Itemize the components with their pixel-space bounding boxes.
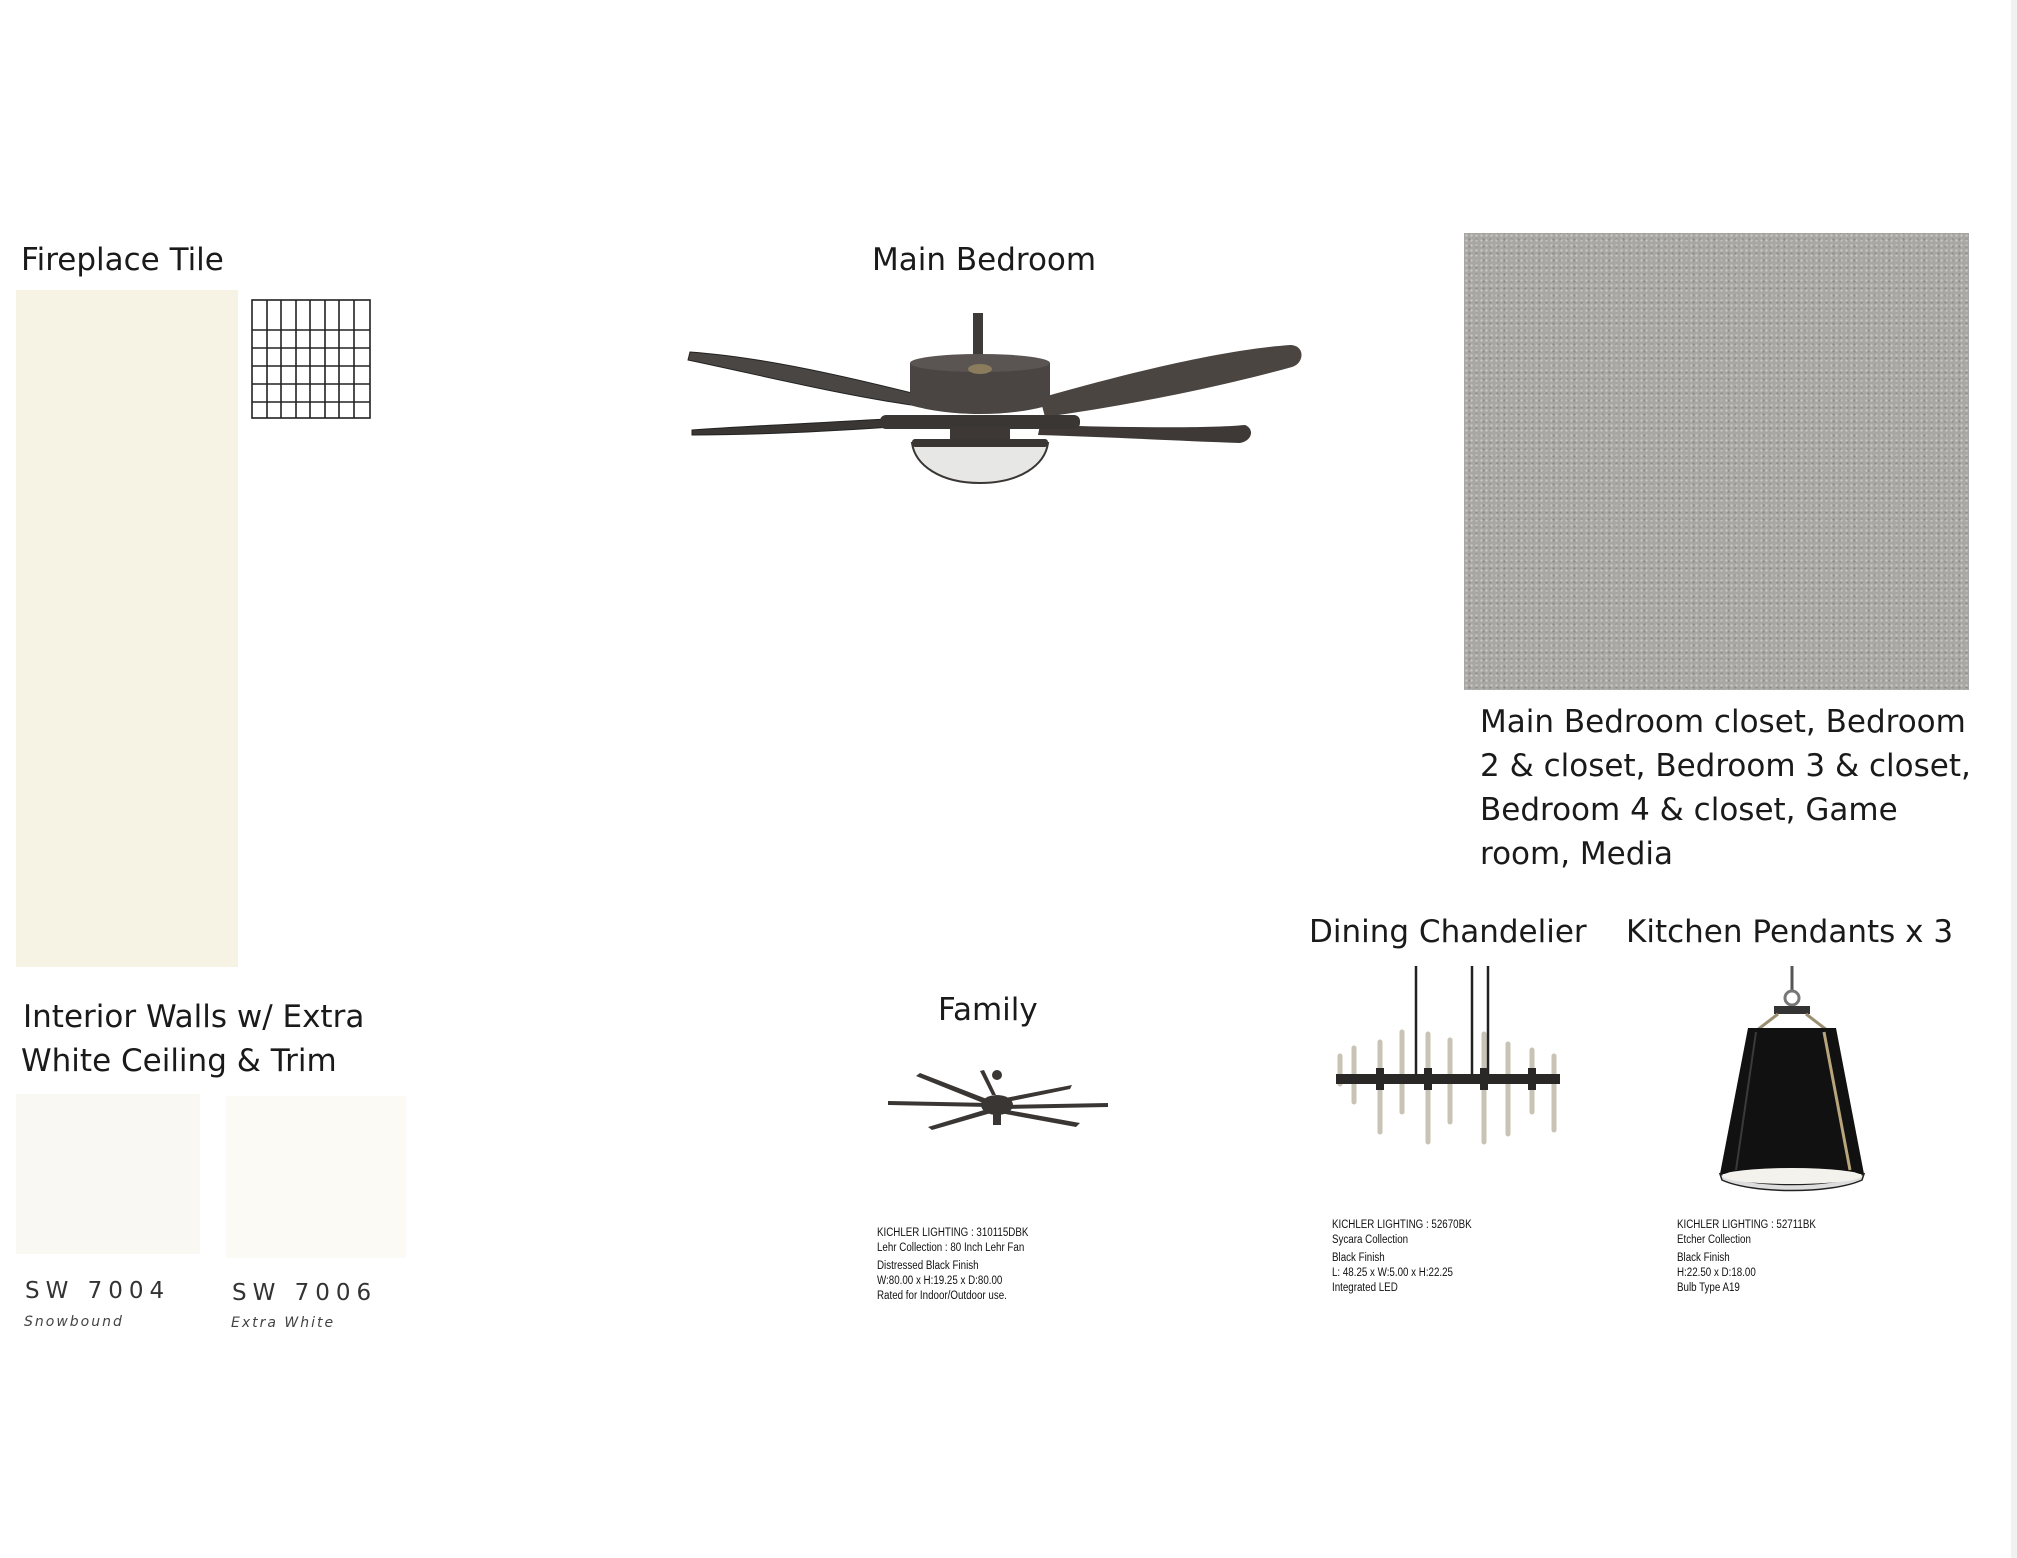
spec-line-dimensions: H:22.50 x D:18.00	[1677, 1267, 1756, 1279]
fireplace-tile-swatch	[16, 290, 238, 967]
spec-line-dimensions: W:80.00 x H:19.25 x D:80.00	[877, 1275, 1003, 1287]
linear-chandelier-icon	[1332, 962, 1564, 1152]
kitchen-pendant-spec	[1677, 1218, 1816, 1296]
spec-line-brand: KICHLER LIGHTING : 310115DBK	[877, 1227, 1029, 1239]
carpet-rooms-caption: Main Bedroom closet, Bedroom 2 & closet, Bedroom 3 & closet, Bedroom 4 & closet, Game room, Media	[1480, 704, 1971, 872]
carpet-swatch	[1464, 233, 1969, 690]
spec-line-note: Rated for Indoor/Outdoor use.	[877, 1290, 1007, 1302]
main-bedroom-heading: Main Bedroom	[872, 242, 1097, 278]
tile-pattern-icon	[250, 298, 374, 420]
spec-line-brand: KICHLER LIGHTING : 52711BK	[1677, 1219, 1816, 1231]
paint-name-extra-white: Extra White	[231, 1315, 336, 1331]
family-fan-spec	[877, 1226, 1028, 1304]
interior-walls-heading-line2: White Ceiling & Trim	[21, 1043, 337, 1079]
eight-blade-ceiling-fan-icon	[880, 1065, 1112, 1135]
spec-line-note: Integrated LED	[1332, 1282, 1398, 1294]
paint-swatch-extra-white	[226, 1096, 406, 1258]
spec-line-collection: Etcher Collection	[1677, 1234, 1751, 1246]
kitchen-pendants-heading: Kitchen Pendants x 3	[1626, 914, 1954, 950]
spec-line-note: Bulb Type A19	[1677, 1282, 1740, 1294]
paint-name-snowbound: Snowbound	[24, 1314, 124, 1330]
spec-line-finish: Black Finish	[1677, 1252, 1730, 1264]
dining-chandelier-spec	[1332, 1218, 1472, 1296]
page-edge	[2011, 0, 2017, 1558]
spec-line-collection: Sycara Collection	[1332, 1234, 1409, 1246]
family-heading: Family	[938, 992, 1038, 1028]
paint-code-sw7004: SW 7004	[25, 1278, 171, 1304]
ceiling-fan-with-light-icon	[680, 305, 1320, 495]
spec-line-brand: KICHLER LIGHTING : 52670BK	[1332, 1219, 1472, 1231]
dining-chandelier-heading: Dining Chandelier	[1309, 914, 1587, 950]
pendant-light-icon	[1712, 966, 1872, 1194]
paint-swatch-snowbound	[16, 1094, 200, 1254]
spec-line-collection: Lehr Collection : 80 Inch Lehr Fan	[877, 1242, 1025, 1254]
fireplace-tile-heading: Fireplace Tile	[21, 242, 224, 278]
spec-line-finish: Distressed Black Finish	[877, 1260, 979, 1272]
interior-walls-heading: Interior Walls w/ Extra	[23, 999, 365, 1035]
paint-code-sw7006: SW 7006	[232, 1280, 378, 1306]
spec-line-dimensions: L: 48.25 x W:5.00 x H:22.25	[1332, 1267, 1454, 1279]
spec-line-finish: Black Finish	[1332, 1252, 1385, 1264]
